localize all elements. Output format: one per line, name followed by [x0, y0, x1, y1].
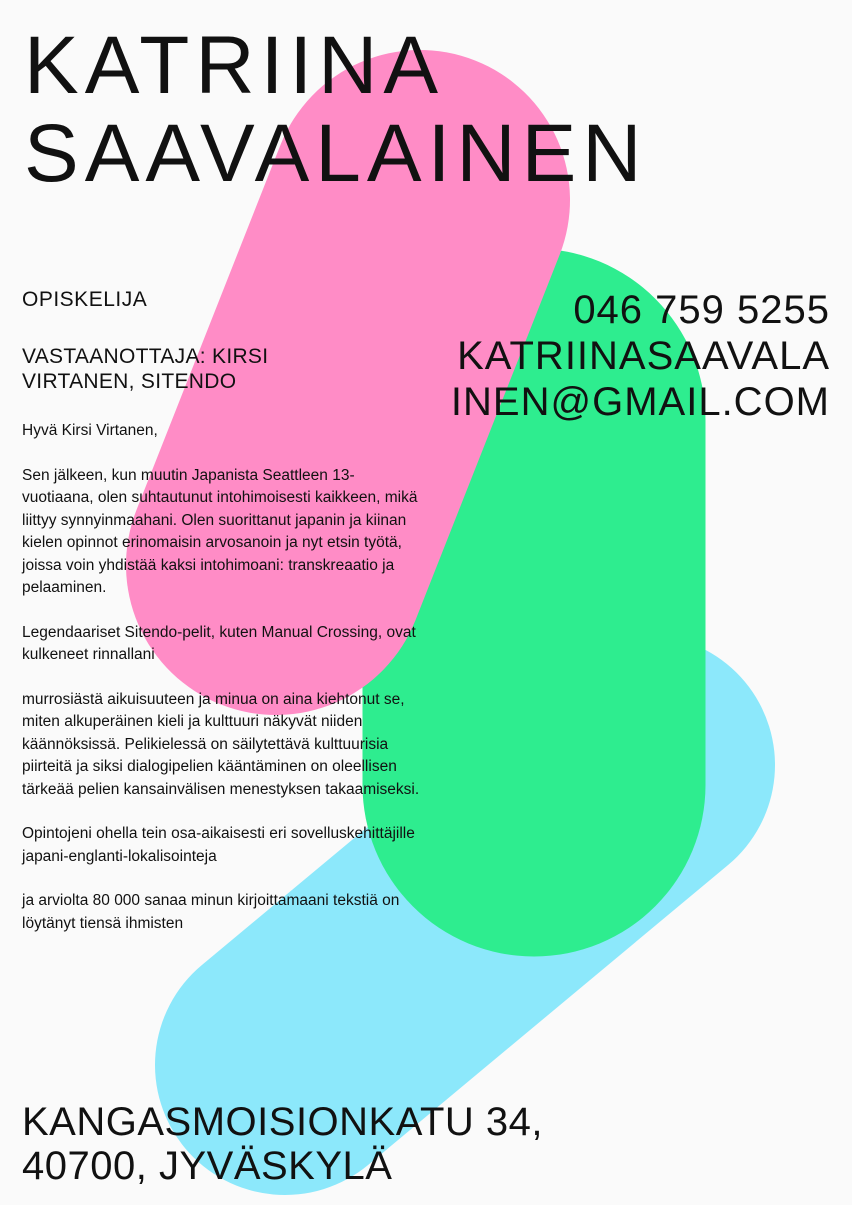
address-city: 40700, JYVÄSKYLÄ [22, 1144, 393, 1188]
letter-paragraph-2: Legendaariset Sitendo-pelit, kuten Manual Crossing, ovat kulkeneet rinnallani [22, 623, 416, 663]
address-street: KANGASMOISIONKATU 34, [22, 1100, 543, 1144]
letter-paragraph-3: murrosiästä aikuisuuteen ja minua on aina kiehtonut se, miten alkuperäinen kieli ja kulttuuri näkyvät niiden käännöksissä. Pelikielessä on säilytettävä kulttuurisia piirteitä ja siksi dialogipelien kääntäminen on oleellisen tärkeää pelien kansainvälisen menestyksen takaamiseksi. [22, 690, 420, 798]
phone-number: 046 759 5255 [573, 288, 830, 332]
email-address: KATRIINASAAVALAINEN@GMAIL.COM [450, 334, 830, 424]
letter-paragraph-1: Sen jälkeen, kun muutin Japanista Seattleen 13-vuotiaana, olen suhtautunut intohimoisesti kaikkeen, mikä liittyy synnyinmaahani. Olen suorittanut japanin ja kiinan kielen opinnot erinomaisin arvosanoin ja nyt etsin työtä, joissa voin yhdistää kaksi intohimoani: transkreaatio ja pelaaminen. [22, 466, 418, 596]
applicant-first-name: KATRIINA [24, 20, 445, 111]
letter-body [22, 420, 422, 957]
applicant-role: OPISKELIJA [22, 288, 148, 311]
letter-greeting: Hyvä Kirsi Virtanen, [22, 422, 158, 439]
applicant-name [24, 22, 648, 198]
letter-paragraph-5: ja arviolta 80 000 sanaa minun kirjoittamaani tekstiä on löytänyt tiensä ihmisten [22, 892, 400, 932]
contact-block [450, 287, 830, 425]
recipient-line: VASTAANOTTAJA: KIRSI VIRTANEN, SITENDO [22, 345, 269, 393]
applicant-last-name: SAAVALAINEN [24, 108, 648, 199]
postal-address [22, 1100, 543, 1188]
letter-paragraph-4: Opintojeni ohella tein osa-aikaisesti eri sovelluskehittäjille japani-englanti-lokalisointeja [22, 825, 415, 865]
